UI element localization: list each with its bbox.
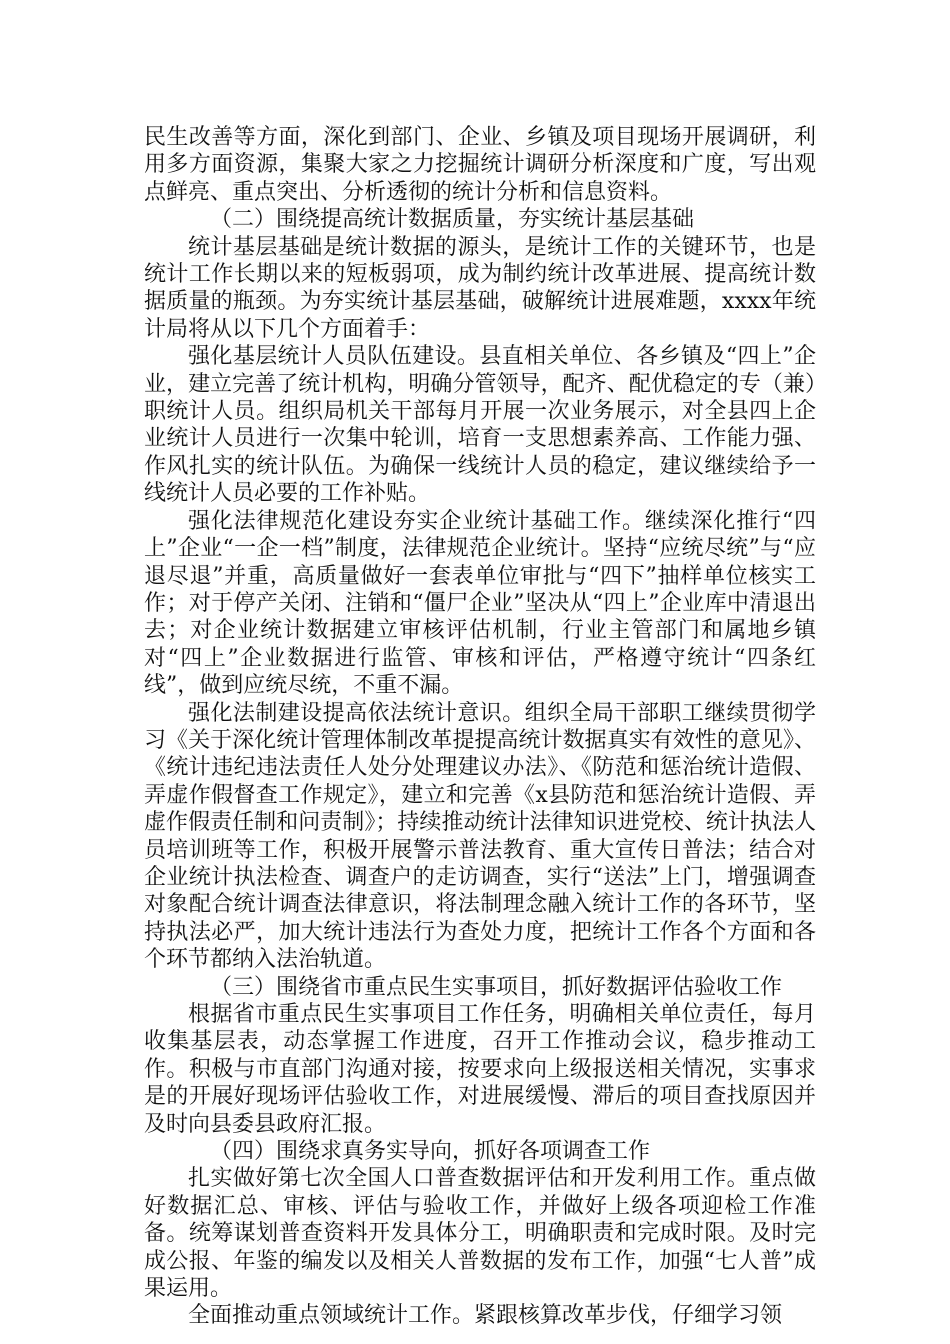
paragraph-staff-building: 强化基层统计人员队伍建设。县直相关单位、各乡镇及“四上”企业，建立完善了统计机构，明确分管领导，配齐、配优稳定的专（兼）职统计人员。组织局机关干部每月开展一次业务展示，对全县四上企业统计人员进行一次集中轮训，培育一支思想素养高、工作能力强、作风扎实的统计队伍。为确保一线统计人员的稳定，建议继续给予一线统计人员必要的工作补贴。: [144, 344, 816, 507]
paragraph-legal-standardization: 强化法律规范化建设夯实企业统计基础工作。继续深化推行“四上”企业“一企一档”制度，法律规范企业统计。坚持“应统尽统”与“应退尽退”并重，高质量做好一套表单位审批与“四下”抽样单位核实工作；对于停产关闭、注销和“僵尸企业”坚决从“四上”企业库中清退出去；对企业统计数据建立审核评估机制，行业主管部门和属地乡镇对“四上”企业数据进行监管、审核和评估，严格遵守统计“四条红线”，做到应统尽统，不重不漏。: [144, 508, 816, 699]
paragraph-base-foundation: 统计基层基础是统计数据的源头，是统计工作的关键环节，也是统计工作长期以来的短板弱项，成为制约统计改革进展、提高统计数据质量的瓶颈。为夯实统计基层基础，破解统计进展难题，xxxx年统计局将从以下几个方面着手：: [144, 234, 816, 342]
paragraph-key-areas: 全面推动重点领域统计工作。紧跟核算改革步伐，仔细学习领: [188, 1303, 783, 1329]
document-page: [144, 124, 816, 1330]
paragraph-census: 扎实做好第七次全国人口普查数据评估和开发利用工作。重点做好数据汇总、审核、评估与验收工作，并做好上级各项迎检工作准备。统筹谋划普查资料开发具体分工，明确职责和完成时限。及时完成公报、年鉴的编发以及相关人普数据的发布工作，加强“七人普”成果运用。: [144, 1166, 816, 1302]
section-heading-4: （四）围绕求真务实导向，抓好各项调查工作: [210, 1139, 651, 1165]
section-heading-3: （三）围绕省市重点民生实事项目，抓好数据评估验收工作: [210, 974, 783, 1000]
paragraph-livelihood-projects: 根据省市重点民生实事项目工作任务，明确相关单位责任，每月收集基层表，动态掌握工作进度，召开工作推动会议，稳步推动工作。积极与市直部门沟通对接，按要求向上级报送相关情况，实事求是的开展好现场评估验收工作，对进展缓慢、滞后的项目查找原因并及时向县委县政府汇报。: [144, 1002, 816, 1137]
paragraph-intro-continuation: 民生改善等方面，深化到部门、企业、乡镇及项目现场开展调研，利用多方面资源，集聚大家之力挖掘统计调研分析深度和广度，写出观点鲜亮、重点突出、分析透彻的统计分析和信息资料。: [144, 125, 816, 205]
paragraph-legal-awareness: 强化法制建设提高依法统计意识。组织全局干部职工继续贯彻学习《关于深化统计管理体制改革提提高统计数据真实有效性的意见》、《统计违纪违法责任人处分处理建议办法》、《防范和惩治统计造假、弄虚作假督查工作规定》，建立和完善《x县防范和惩治统计造假、弄虚作假责任制和问责制》；持续推动统计法律知识进党校、统计执法人员培训班等工作，积极开展警示普法教育、重大宣传日普法；结合对企业统计执法检查、调查户的走访调查，实行“送法”上门，增强调查对象配合统计调查法律意识，将法制理念融入统计工作的各环节，坚持执法必严，加大统计违法行为查处力度，把统计工作各个方面和各个环节都纳入法治轨道。: [144, 700, 816, 973]
section-heading-2: （二）围绕提高统计数据质量，夯实统计基层基础: [210, 207, 695, 233]
